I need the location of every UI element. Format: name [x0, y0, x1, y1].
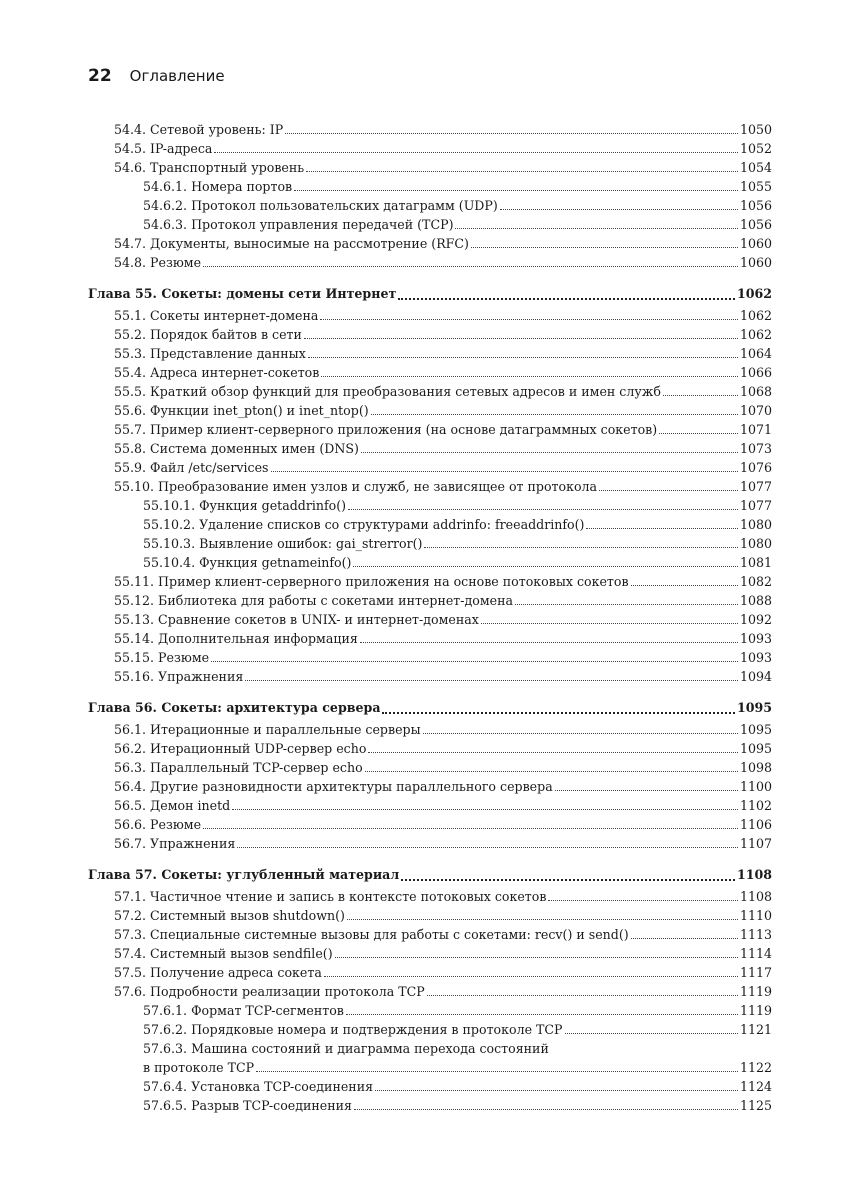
- toc-entry[interactable]: [88, 401, 772, 420]
- toc-entry[interactable]: [88, 477, 772, 496]
- entry-page: 1062: [739, 308, 772, 323]
- toc-entry[interactable]: [88, 215, 772, 234]
- entry-page: 1080: [739, 517, 772, 532]
- entry-title: 55.11. Пример клиент-серверного приложения на основе потоковых сокетов: [114, 574, 629, 589]
- entry-title: 57.2. Системный вызов shutdown(): [114, 908, 345, 923]
- toc-entry[interactable]: [88, 420, 772, 439]
- entry-title: 57.6.3. Машина состояний и диаграмма перехода состояний: [143, 1041, 549, 1056]
- entry-title: 54.8. Резюме: [114, 255, 202, 270]
- entry-title: 56.3. Параллельный TCP-сервер echo: [114, 760, 363, 775]
- entry-title: 55.12. Библиотека для работы с сокетами интернет-домена: [114, 593, 514, 608]
- entry-title: 55.14. Дополнительная информация: [114, 631, 358, 646]
- toc-entry[interactable]: [88, 344, 772, 363]
- toc-entry[interactable]: [88, 120, 772, 139]
- dot-leader: [365, 771, 738, 772]
- entry-page: 1119: [739, 984, 772, 999]
- toc-entry[interactable]: [88, 139, 772, 158]
- entry-title: 55.10. Преобразование имен узлов и служб, не зависящее от протокола: [114, 479, 598, 494]
- entry-title: 54.6. Транспортный уровень: [114, 160, 305, 175]
- toc-entry[interactable]: [88, 667, 772, 686]
- dot-leader: [304, 338, 738, 339]
- entry-page: 1064: [739, 346, 772, 361]
- entry-page: 1098: [739, 760, 772, 775]
- dot-leader: [203, 828, 738, 829]
- chapter-heading[interactable]: [88, 283, 772, 305]
- entry-page: 1110: [739, 908, 772, 923]
- dot-leader: [321, 376, 738, 377]
- entry-title: 57.1. Частичное чтение и запись в контексте потоковых сокетов: [114, 889, 547, 904]
- entry-page: 1062: [736, 286, 772, 301]
- entry-page: 1081: [739, 555, 772, 570]
- chapter-heading[interactable]: [88, 697, 772, 719]
- entry-title: 57.6.2. Порядковые номера и подтверждения в протоколе TCP: [143, 1022, 563, 1037]
- toc-entry[interactable]: [88, 253, 772, 272]
- entry-title: 55.16. Упражнения: [114, 669, 244, 684]
- toc-entry[interactable]: [88, 591, 772, 610]
- entry-page: 1077: [739, 479, 772, 494]
- dot-leader: [565, 1033, 738, 1034]
- entry-page: 1054: [739, 160, 772, 175]
- dot-leader: [347, 919, 738, 920]
- entry-title: 55.10.3. Выявление ошибок: gai_strerror(): [143, 536, 423, 551]
- entry-title: 54.7. Документы, выносимые на рассмотрение (RFC): [114, 236, 469, 251]
- entry-page: 1119: [739, 1003, 772, 1018]
- entry-page: 1070: [739, 403, 772, 418]
- dot-leader: [214, 152, 738, 153]
- entry-title: 56.4. Другие разновидности архитектуры параллельного сервера: [114, 779, 553, 794]
- entry-page: 1066: [739, 365, 772, 380]
- dot-leader: [599, 490, 738, 491]
- entry-title: 55.5. Краткий обзор функций для преобразования сетевых адресов и имен служб: [114, 384, 661, 399]
- dot-leader: [555, 790, 738, 791]
- toc-block: [88, 864, 772, 1115]
- toc-entry[interactable]: [88, 196, 772, 215]
- dot-leader: [427, 995, 738, 996]
- toc-entry[interactable]: [88, 925, 772, 944]
- toc-entry[interactable]: [88, 1077, 772, 1096]
- entry-title: 55.9. Файл /etc/services: [114, 460, 269, 475]
- toc-entry[interactable]: [88, 458, 772, 477]
- toc-entry[interactable]: [88, 648, 772, 667]
- entry-page: 1102: [739, 798, 772, 813]
- entry-title: 55.1. Сокеты интернет-домена: [114, 308, 319, 323]
- entry-page: 1093: [739, 631, 772, 646]
- dot-leader: [324, 976, 738, 977]
- dot-leader: [335, 957, 738, 958]
- entry-page: 1095: [736, 700, 772, 715]
- entry-page: 1050: [739, 122, 772, 137]
- entry-page: 1062: [739, 327, 772, 342]
- toc-entry[interactable]: [88, 572, 772, 591]
- entry-page: 1092: [739, 612, 772, 627]
- entry-page: 1121: [739, 1022, 772, 1037]
- dot-leader: [659, 433, 738, 434]
- dot-leader: [423, 733, 738, 734]
- toc-entry[interactable]: [88, 758, 772, 777]
- entry-page: 1095: [739, 741, 772, 756]
- toc-entry[interactable]: [88, 629, 772, 648]
- entry-page: 1082: [739, 574, 772, 589]
- page-number: 22: [88, 66, 112, 86]
- entry-title: 55.15. Резюме: [114, 650, 210, 665]
- entry-title: 57.6.4. Установка TCP-соединения: [143, 1079, 374, 1094]
- entry-page: 1060: [739, 255, 772, 270]
- dot-leader: [203, 266, 738, 267]
- entry-page: 1124: [739, 1079, 772, 1094]
- toc-entry[interactable]: [88, 1096, 772, 1115]
- dot-leader: [237, 847, 738, 848]
- entry-page: 1093: [739, 650, 772, 665]
- dot-leader: [481, 623, 738, 624]
- entry-page: 1095: [739, 722, 772, 737]
- toc-entry[interactable]: [88, 325, 772, 344]
- entry-title: Глава 57. Сокеты: углубленный материал: [88, 867, 400, 882]
- table-of-contents: [88, 120, 772, 1126]
- toc-entry[interactable]: [88, 1020, 772, 1039]
- entry-page: 1125: [739, 1098, 772, 1113]
- dot-leader: [308, 357, 738, 358]
- entry-page: 1073: [739, 441, 772, 456]
- entry-title: 55.10.2. Удаление списков со структурами addrinfo: freeaddrinfo(): [143, 517, 585, 532]
- toc-entry[interactable]: [88, 496, 772, 515]
- entry-title: 55.6. Функции inet_pton() и inet_ntop(): [114, 403, 369, 418]
- entry-title: 55.3. Представление данных: [114, 346, 306, 361]
- dot-leader: [455, 228, 737, 229]
- dot-leader: [663, 395, 738, 396]
- entry-page: 1077: [739, 498, 772, 513]
- entry-title: 57.6.1. Формат TCP-сегментов: [143, 1003, 344, 1018]
- entry-title: 54.6.2. Протокол пользовательских датаграмм (UDP): [143, 198, 498, 213]
- toc-entry[interactable]: [88, 610, 772, 629]
- dot-leader: [346, 1014, 738, 1015]
- dot-leader: [285, 133, 738, 134]
- toc-entry[interactable]: [88, 739, 772, 758]
- toc-entry[interactable]: [88, 887, 772, 906]
- dot-leader: [424, 547, 738, 548]
- toc-entry[interactable]: [88, 382, 772, 401]
- dot-leader: [348, 509, 738, 510]
- toc-entry[interactable]: [88, 1039, 772, 1058]
- entry-title: 54.5. IP-адреса: [114, 141, 213, 156]
- entry-title: 55.4. Адреса интернет-сокетов: [114, 365, 320, 380]
- dot-leader: [368, 752, 738, 753]
- entry-page: 1108: [736, 867, 772, 882]
- dot-leader: [500, 209, 738, 210]
- entry-page: 1114: [739, 946, 772, 961]
- dot-leader: [371, 414, 738, 415]
- toc-entry[interactable]: [88, 944, 772, 963]
- toc-entry[interactable]: [88, 306, 772, 325]
- running-title: Оглавление: [129, 67, 225, 85]
- entry-page: 1100: [739, 779, 772, 794]
- dot-leader: [548, 900, 738, 901]
- toc-block: [88, 120, 772, 272]
- entry-page: 1088: [739, 593, 772, 608]
- entry-title: 56.7. Упражнения: [114, 836, 236, 851]
- entry-title: 56.6. Резюме: [114, 817, 202, 832]
- dot-leader: [631, 585, 738, 586]
- dot-leader: [271, 471, 738, 472]
- entry-page: 1055: [739, 179, 772, 194]
- entry-page: 1068: [739, 384, 772, 399]
- toc-entry[interactable]: [88, 534, 772, 553]
- entry-title: Глава 56. Сокеты: архитектура сервера: [88, 700, 381, 715]
- entry-title: 54.4. Сетевой уровень: IP: [114, 122, 284, 137]
- toc-entry[interactable]: [88, 234, 772, 253]
- entry-page: 1056: [739, 217, 772, 232]
- entry-page: 1122: [739, 1060, 772, 1075]
- dot-leader: [211, 661, 738, 662]
- entry-title: 56.1. Итерационные и параллельные серверы: [114, 722, 421, 737]
- entry-page: 1056: [739, 198, 772, 213]
- entry-page: 1060: [739, 236, 772, 251]
- entry-page: 1071: [739, 422, 772, 437]
- toc-block: [88, 697, 772, 853]
- dot-leader: [382, 712, 734, 714]
- entry-title: 57.6. Подробности реализации протокола TCP: [114, 984, 425, 999]
- dot-leader: [398, 298, 735, 300]
- dot-leader: [320, 319, 738, 320]
- entry-page: 1106: [739, 817, 772, 832]
- entry-title: 54.6.1. Номера портов: [143, 179, 293, 194]
- toc-entry[interactable]: [88, 439, 772, 458]
- entry-title: 57.4. Системный вызов sendfile(): [114, 946, 333, 961]
- entry-page: 1076: [739, 460, 772, 475]
- dot-leader: [401, 879, 735, 881]
- toc-entry[interactable]: [88, 1001, 772, 1020]
- entry-page: 1052: [739, 141, 772, 156]
- entry-title: 57.6.5. Разрыв TCP-соединения: [143, 1098, 352, 1113]
- toc-entry[interactable]: [88, 906, 772, 925]
- dot-leader: [631, 938, 738, 939]
- dot-leader: [515, 604, 738, 605]
- entry-title: 56.2. Итерационный UDP-сервер echo: [114, 741, 367, 756]
- entry-page: 1094: [739, 669, 772, 684]
- toc-block: [88, 283, 772, 686]
- toc-entry[interactable]: [88, 720, 772, 739]
- entry-title: 54.6.3. Протокол управления передачей (TCP): [143, 217, 454, 232]
- entry-page: 1117: [739, 965, 772, 980]
- entry-title: 57.3. Специальные системные вызовы для работы с сокетами: recv() и send(): [114, 927, 629, 942]
- entry-title: 55.13. Сравнение сокетов в UNIX- и интернет-доменах: [114, 612, 479, 627]
- toc-entry[interactable]: [88, 834, 772, 853]
- entry-title: в протоколе TCP: [143, 1060, 255, 1075]
- toc-entry[interactable]: [88, 982, 772, 1001]
- toc-entry[interactable]: [88, 815, 772, 834]
- entry-title: 55.7. Пример клиент-серверного приложения (на основе датаграммных сокетов): [114, 422, 658, 437]
- toc-entry[interactable]: [88, 515, 772, 534]
- dot-leader: [245, 680, 738, 681]
- entry-title: 55.10.1. Функция getaddrinfo(): [143, 498, 347, 513]
- page-header: [88, 66, 225, 92]
- dot-leader: [586, 528, 737, 529]
- dot-leader: [354, 1109, 738, 1110]
- entry-title: 55.10.4. Функция getnameinfo(): [143, 555, 352, 570]
- dot-leader: [360, 642, 738, 643]
- toc-entry[interactable]: [88, 158, 772, 177]
- toc-entry[interactable]: [88, 177, 772, 196]
- toc-entry[interactable]: [88, 553, 772, 572]
- entry-title: 57.5. Получение адреса сокета: [114, 965, 322, 980]
- entry-page: 1108: [739, 889, 772, 904]
- entry-page: 1080: [739, 536, 772, 551]
- entry-page: 1113: [739, 927, 772, 942]
- chapter-heading[interactable]: [88, 864, 772, 886]
- dot-leader: [232, 809, 738, 810]
- entry-title: 55.8. Система доменных имен (DNS): [114, 441, 359, 456]
- entry-title: Глава 55. Сокеты: домены сети Интернет: [88, 286, 397, 301]
- entry-title: 55.2. Порядок байтов в сети: [114, 327, 302, 342]
- toc-entry[interactable]: [88, 963, 772, 982]
- dot-leader: [294, 190, 738, 191]
- toc-entry[interactable]: [88, 777, 772, 796]
- toc-entry-continuation[interactable]: [88, 1058, 772, 1077]
- dot-leader: [471, 247, 738, 248]
- entry-title: 56.5. Демон inetd: [114, 798, 231, 813]
- dot-leader: [353, 566, 737, 567]
- entry-page: 1107: [739, 836, 772, 851]
- dot-leader: [375, 1090, 738, 1091]
- dot-leader: [306, 171, 738, 172]
- toc-entry[interactable]: [88, 796, 772, 815]
- toc-entry[interactable]: [88, 363, 772, 382]
- dot-leader: [256, 1071, 738, 1072]
- dot-leader: [361, 452, 738, 453]
